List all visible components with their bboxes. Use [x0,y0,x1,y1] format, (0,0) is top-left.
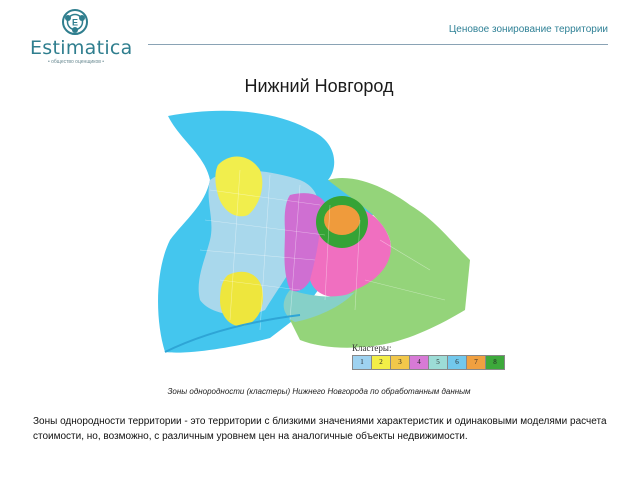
legend-title: Кластеры: [352,343,392,353]
logo-monogram: E [71,17,79,28]
legend-cluster-5: 5 [428,355,448,370]
cluster-legend [352,355,504,370]
map-caption: Зоны однородности (кластеры) Нижнего Новгорода по обработанным данным [167,387,471,396]
legend-cluster-4: 4 [409,355,429,370]
legend-cluster-7: 7 [466,355,486,370]
legend-cluster-2: 2 [371,355,391,370]
legend-cluster-3: 3 [390,355,410,370]
logo-text: Estimatica [30,37,133,59]
legend-cluster-1: 1 [352,355,372,370]
legend-cluster-6: 6 [447,355,467,370]
description-text: Зоны однородности территории - это территории с близкими значениями характеристик и одинаковыми моделями расчета стоимости, но, возможно, с различным уровнем цен на аналогичные объекты недвижимости. [33,416,607,442]
logo-emblem-icon [63,10,87,34]
header-divider [148,44,608,45]
legend-cluster-8: 8 [485,355,505,370]
city-cluster-map [150,110,470,360]
logo-tagline: • общество оценщиков • [48,59,105,65]
section-title: Ценовое зонирование территории [448,24,608,35]
page-title: Нижний Новгород [244,76,394,96]
